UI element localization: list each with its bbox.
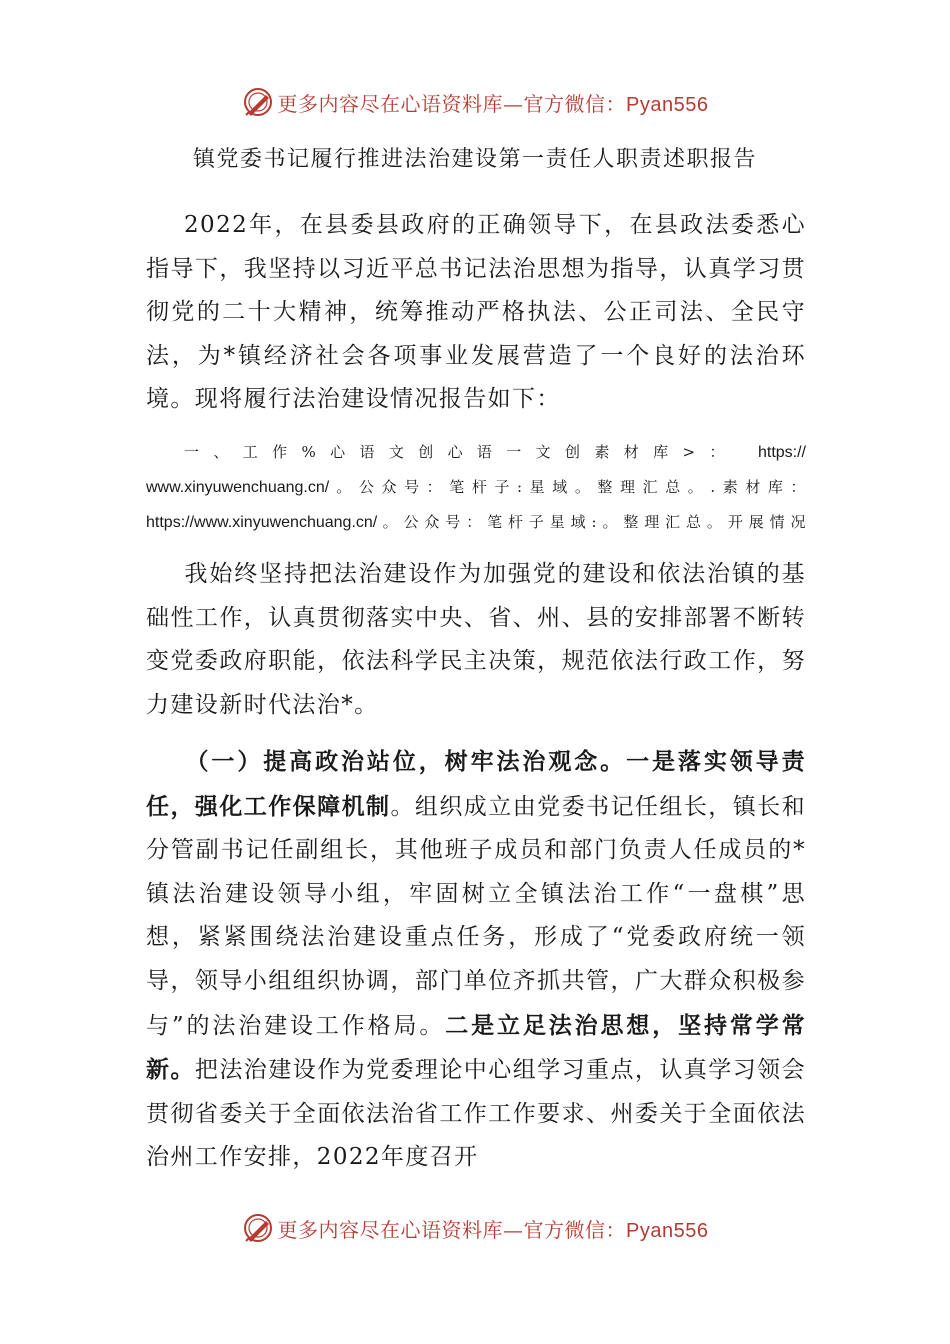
banner-text-cn: 更多内容尽在心语资料库—官方微信： — [277, 1217, 627, 1242]
body-paragraph-3 — [146, 740, 806, 1180]
para3-text-2: 把法治建设作为党委理论中心组学习重点，认真学习领会贯彻省委关于全面依法治省工作工作要求、州委关于全面依法治州工作安排，2022年度召开 — [146, 1057, 807, 1171]
para2-text: 我始终坚持把法治建设作为加强党的建设和依法治镇的基础性工作，认真贯彻落实中央、省、州、县的安排部署不断转变党委政府职能，依法科学民主决策，规范依法行政工作，努力建设新时代法治*。 — [146, 561, 806, 718]
banner-text — [278, 88, 709, 117]
section-line2-text: 。公众号：笔杆子:星域。整理汇总。.素材库： — [329, 478, 806, 496]
banner-text-cn: 更多内容尽在心语资料库—官方微信： — [277, 91, 627, 116]
section-heading-line-1 — [146, 435, 806, 471]
pen-seal-logo-icon — [242, 1212, 274, 1244]
para3-heading-bold: （一）提高政治站位，树牢法治观念。一是落实领导责任，强化工作保障机制 — [146, 748, 806, 820]
section-line3-text: 。公众号：笔杆子星域:。整理汇总。开展情况 — [377, 513, 806, 531]
banner-text — [278, 1214, 709, 1243]
pen-seal-logo-icon — [242, 86, 274, 118]
section-line3-url: https://www.xinyuwenchuang.cn/ — [146, 514, 378, 531]
section-line1-text: 一、工作%心语文创心语一文创素材库>： — [184, 443, 739, 461]
document-title: 镇党委书记履行推进法治建设第一责任人职责述职报告 — [192, 147, 757, 172]
section-line1-url: https:// — [757, 444, 806, 461]
para3-subheading-bold: 二是立足法治思想，坚持常学常新。 — [146, 1011, 807, 1084]
intro-paragraph — [146, 204, 806, 422]
footer-watermark-banner — [0, 1208, 950, 1248]
section-heading-line-3 — [146, 505, 806, 541]
banner-wechat-id: Pyan556 — [626, 1219, 709, 1242]
body-paragraph-2 — [146, 553, 806, 727]
banner-wechat-id: Pyan556 — [626, 93, 709, 116]
section-line2-url: www.xinyuwenchuang.cn/ — [146, 479, 330, 496]
intro-text: 2022年，在县委县政府的正确领导下，在县政法委悉心指导下，我坚持以习近平总书记法治思想为指导，认真学习贯彻党的二十大精神，统筹推动严格执法、公正司法、全民守法，为*镇经济社会各项事业发展营造了一个良好的法治环境。现将履行法治建设情况报告如下： — [146, 212, 806, 413]
section-heading-line-2 — [146, 470, 806, 506]
para3-text-1: 。组织成立由党委书记任组长，镇长和分管副书记任副组长，其他班子成员和部门负责人任成员的*镇法治建设领导小组，牢固树立全镇法治工作“一盘棋”思想，紧紧围绕法治建设重点任务，形成了“党委政府统一领导，领导小组组织协调，部门单位齐抓共管，广大群众积极参与”的法治建设工作格局。 — [146, 793, 806, 1039]
header-watermark-banner — [0, 82, 950, 122]
